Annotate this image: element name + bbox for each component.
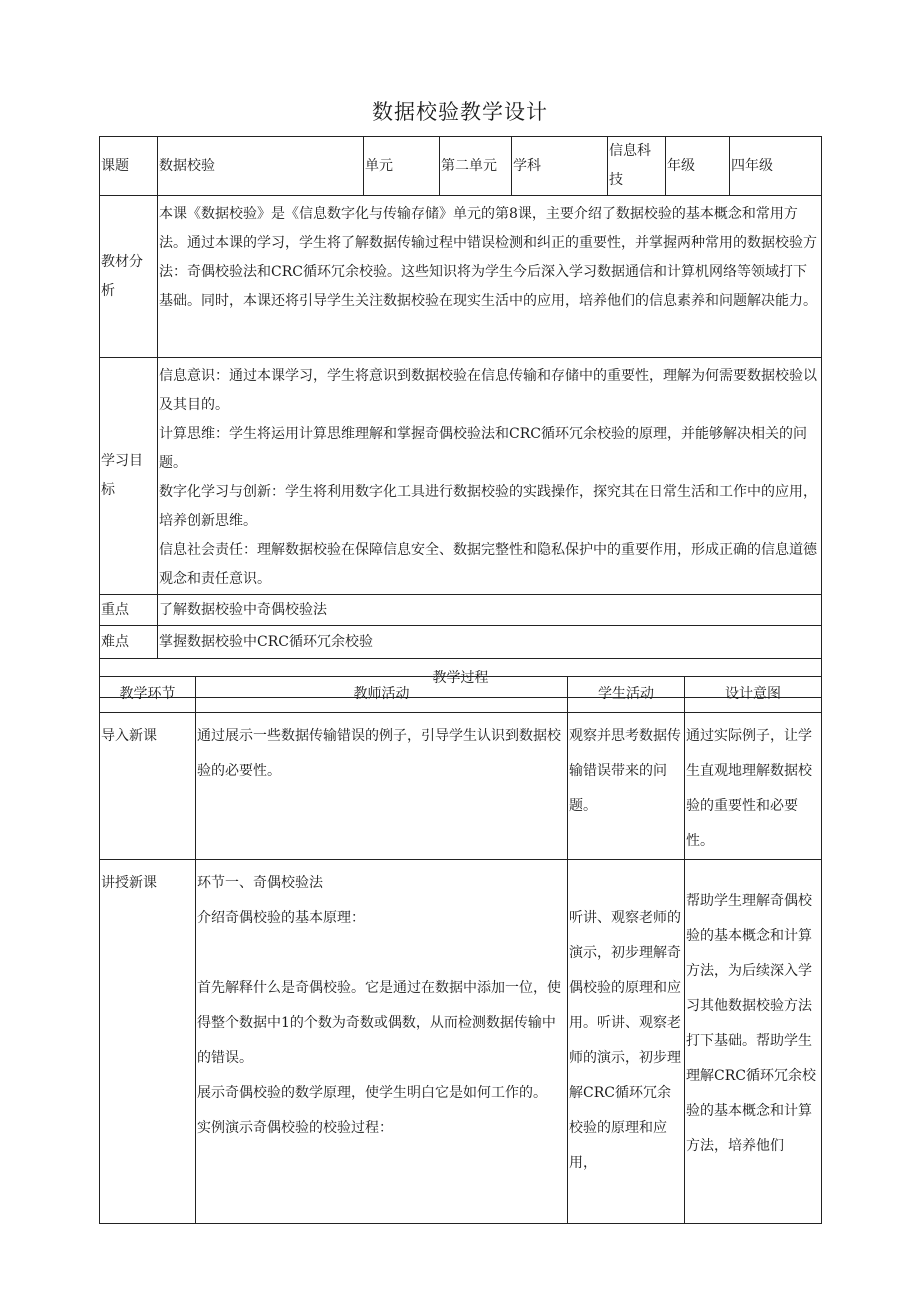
process-table	[99, 676, 822, 1224]
process-heading: 教学过程	[100, 659, 822, 698]
difficulty-label: 难点	[100, 626, 158, 659]
intro-student: 观察并思考数据传输错误带来的问题。	[568, 713, 685, 860]
objective-item: 信息社会责任：理解数据校验在保障信息安全、数据完整性和隐私保护中的重要作用，形成正确的信息道德观念和责任意识。	[159, 542, 817, 587]
intro-stage: 导入新课	[100, 713, 196, 860]
lecture-teacher-line: 实例演示奇偶校验的校验过程：	[197, 1120, 393, 1136]
analysis-text: 本课《数据校验》是《信息数字化与传输存储》单元的第8课，主要介绍了数据校验的基本概念和常用方法。通过本课的学习，学生将了解数据传输过程中错误检测和纠正的重要性，并掌握两种常用的数据校验方法：奇偶校验法和CRC循环冗余校验。这些知识将为学生今后深入学习数据通信和计算机网络等领域打下基础。同时，本课还将引导学生关注数据校验在现实生活中的应用，培养他们的信息素养和问题解决能力。	[158, 196, 822, 358]
lecture-student: 听讲、观察老师的演示，初步理解奇偶校验的原理和应用。听讲、观察老师的演示，初步理解CRC循环冗余校验的原理和应用，	[568, 860, 685, 1224]
subject-label: 学科	[512, 137, 608, 196]
objective-item: 数字化学习与创新：学生将利用数字化工具进行数据校验的实践操作，探究其在日常生活和工作中的应用，培养创新思维。	[159, 484, 817, 529]
objective-item: 计算思维：学生将运用计算思维理解和掌握奇偶校验法和CRC循环冗余校验的原理，并能够解决相关的问题。	[159, 426, 807, 471]
unit-label: 单元	[364, 137, 440, 196]
unit-value: 第二单元	[440, 137, 512, 196]
intro-purpose: 通过实际例子，让学生直观地理解数据校验的重要性和必要性。	[685, 713, 822, 860]
objectives-label: 学习目标	[100, 358, 158, 595]
lecture-teacher-line: 环节一、奇偶校验法	[197, 875, 323, 891]
column-header-student: 学生活动	[568, 677, 685, 713]
topic-label: 课题	[100, 137, 158, 196]
page-title: 数据校验教学设计	[372, 100, 548, 124]
lecture-purpose: 帮助学生理解奇偶校验的基本概念和计算方法，为后续深入学习其他数据校验方法打下基础。帮助学生理解CRC循环冗余校验的基本概念和计算方法，培养他们	[685, 860, 822, 1224]
subject-value: 信息科技	[608, 137, 666, 196]
objective-item: 信息意识：通过本课学习，学生将意识到数据校验在信息传输和存储中的重要性，理解为何需要数据校验以及其目的。	[159, 368, 817, 413]
lecture-teacher-line: 介绍奇偶校验的基本原理：	[197, 910, 365, 926]
analysis-label: 教材分析	[100, 196, 158, 358]
key-point-value: 了解数据校验中奇偶校验法	[158, 595, 822, 626]
column-header-teacher: 教师活动	[196, 677, 568, 713]
column-header-stage: 教学环节	[100, 677, 196, 713]
lecture-teacher-spacer	[197, 936, 566, 971]
lecture-stage: 讲授新课	[100, 860, 196, 1224]
key-point-label: 重点	[100, 595, 158, 626]
lecture-teacher-line: 首先解释什么是奇偶校验。它是通过在数据中添加一位，使得整个数据中1的个数为奇数或偶数，从而检测数据传输中的错误。	[197, 980, 561, 1066]
lecture-teacher-line: 展示奇偶校验的数学原理，使学生明白它是如何工作的。	[197, 1085, 547, 1101]
info-table	[99, 136, 822, 698]
grade-label: 年级	[666, 137, 730, 196]
column-header-purpose: 设计意图	[685, 677, 822, 713]
intro-teacher: 通过展示一些数据传输错误的例子，引导学生认识到数据校验的必要性。	[196, 713, 568, 860]
difficulty-value: 掌握数据校验中CRC循环冗余校验	[158, 626, 822, 659]
grade-value: 四年级	[730, 137, 822, 196]
topic-value: 数据校验	[158, 137, 364, 196]
